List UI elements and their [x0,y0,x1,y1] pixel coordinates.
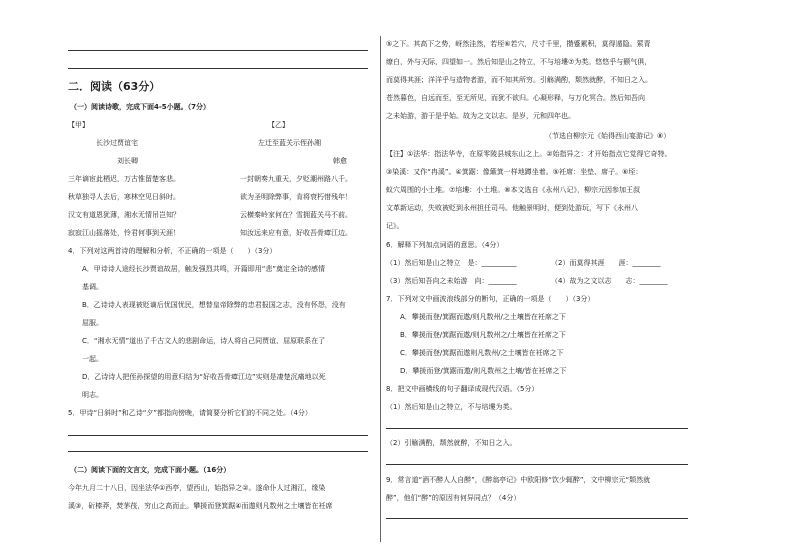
q4-option-d: D．乙诗诗人把侄孙探望的用意归结为“好收吾骨瘴江边”实则是凄楚沉痛地以死 [82,373,326,381]
note-line: 蚁穴周围的小土堆。⑦培塿：小土堆。⑧本文选自《永州八记》，柳宗元因参加王叔 [386,186,641,194]
passage-line: 今年九月二十八日，因坐法华①西亭，望西山，始指异之②。遂命仆人过湘江，缘染 [68,484,326,492]
poem-b-line: 云横秦岭家何在？雪拥蓝关马不前。 [240,211,352,219]
answer-line [386,464,688,465]
column-divider [380,36,381,542]
q6-item: （3）然后知吾向之未始游 向：________ [386,277,517,285]
q7-option-a: A．攀援而登/箕踞而遨/则凡数州/之土壤皆在衽席之下 [400,313,566,321]
passage-line: 溪③，斫榛莽，焚茅茷，穷山之高而止。攀援而登箕踞④而遨则凡数州之土壤皆在衽席 [68,502,333,510]
answer-line [386,428,688,429]
answer-line [68,50,368,51]
q8-sentence: （2）引觞满酌，颓然就醉，不知日之入。 [386,439,517,447]
q9-stem: 9．常言道“酒不醉人人自醉”，《醉翁亭记》中欧阳修“饮少辄醉”，文中柳宗元“颓然就 [386,476,651,484]
poem-a-line: 寂寂江山摇落处，怜君何事到天涯！ [68,229,180,237]
poem-a-line: 三年谪宦此栖迟，万古惟留楚客悲。 [68,175,180,183]
note-line: ③染溪：又作“冉溪”。④箕踞：像簸箕一样地蹲坐着。⑤衽席：坐垫、席子。⑥垤： [386,168,643,176]
q6-item: （4）故为之文以志 志：________ [551,277,668,285]
q7-option-d: D．攀援而登/箕踞而遨/则凡数州之土壤/皆在衽席之下 [400,367,567,375]
poem-a-author: 刘长卿 [117,157,138,165]
note-line: 文革新运动，失败被贬到永州担任司马。他触景明时，便到处游玩，写下《永州八 [386,204,638,212]
q4-option-c: C．“湘水无情”道出了千古文人的悲剧命运，诗人将自己同贾谊、屈原联系在了 [82,337,326,345]
q4-option-b: B．乙诗诗人表现被贬谪后忧国忧民，想替皇帝除弊的忠君报国之志，没有怀怨，没有 [82,301,346,309]
note-line: 记》。 [386,222,404,230]
passage-line: 而莫得其涯；洋洋乎与造物者游，而不知其所穷。引觞满酌，颓然就醉，不知日之入。 [386,76,652,84]
q7-option-c: C．攀援而登/箕踞而遨则凡数州/之土壤皆在衽席之下 [400,349,564,357]
poem-b-line: 知汝远来应有意，好收吾骨瘴江边。 [240,229,352,237]
q4-option-d-cont: 明志。 [82,391,103,399]
poem-a-tag: 【甲】 [68,121,89,129]
passage-line: 苍然暮色，自远而至，至无所见，而犹不欲归。心凝形释，与万化冥合。然后知吾向 [386,94,645,102]
answer-line [386,518,688,519]
q7-option-b: B．攀援而登/箕踞而遨/则凡数州之/土壤皆在衽席之下 [400,331,566,339]
poem-b-line: 一封朝奏九重天，夕贬潮州路八千。 [240,175,352,183]
q4-option-b-cont: 屈服。 [82,319,103,327]
q9-stem-cont: 醉”，他们“醉”的原因有何异同点？（4分） [386,494,521,502]
q4-stem: 4．下列对这两首诗的理解和分析，不正确的一项是（ ）（3分） [68,247,277,255]
q6-stem: 6．解释下列加点词语的意思。（4分） [386,241,504,249]
note-line: 【注】①法华：指法华寺，在原零陵县城东山之上。②始指异之：才开始指点它觉得它奇特。 [386,150,672,158]
part2-heading: （二）阅读下面的文言文，完成下面小题。（16分） [70,466,231,474]
q4-option-a-cont: 基调。 [82,283,103,291]
q8-stem: 8．把文中画横线的句子翻译成现代汉语。（5分） [386,385,539,393]
passage-source: （节选自柳宗元《始得西山宴游记》⑧） [545,132,671,140]
q4-option-c-cont: 一起。 [82,355,103,363]
poem-a-line: 汉文有道恩犹薄，湘水无情吊岂知？ [68,211,180,219]
poem-b-tag: 【乙】 [268,121,289,129]
passage-line: 缭白，外与天际，四望如一。然后知是山之特立，不与培塿⑦为类。悠悠乎与颢气俱， [386,58,652,66]
section-title: 二．阅读（63分） [68,80,161,93]
q6-item: （1）然后知是山之特立 是：__________ [386,259,517,267]
answer-line [68,435,368,436]
answer-line [68,68,368,69]
q7-stem: 7．下列对文中画波浪线部分的断句，正确的一项是（ ）（3分） [386,295,595,303]
poem-a-title: 长沙过贾谊宅 [96,139,138,147]
poem-b-author: 韩愈 [333,157,347,165]
poem-b-line: 欲为圣明除弊事，肯将衰朽惜残年！ [240,193,352,201]
part1-heading: （一）阅读诗歌，完成下面4-5小题。（7分） [70,103,211,111]
q6-item: （2）而莫得其涯 涯：________ [551,259,661,267]
answer-line [68,451,368,452]
poem-b-title: 左迁至蓝关示侄孙湘 [258,139,321,147]
passage-line: ⑤之下。其高下之势，岈然洼然，若垤⑥若穴，尺寸千里，攒蹙累积，莫得遁隐。萦青 [386,40,651,48]
q5-stem: 5．甲诗“日斜时”和乙诗“夕”都指向傍晚，请简要分析它们的不同之处。（4分） [68,409,312,417]
q8-sentence: （1）然后知是山之特立，不与培塿为类。 [386,403,517,411]
poem-a-line: 秋草独寻人去后，寒林空见日斜时。 [68,193,180,201]
q4-option-a: A．甲诗诗人途经长沙贾谊故居，触发强烈共鸣，开篇即用“悲”奠定全诗的感情 [82,265,326,273]
passage-line: 之未始游，游于是乎始。故为之文以志。是岁，元和四年也。 [386,112,575,120]
